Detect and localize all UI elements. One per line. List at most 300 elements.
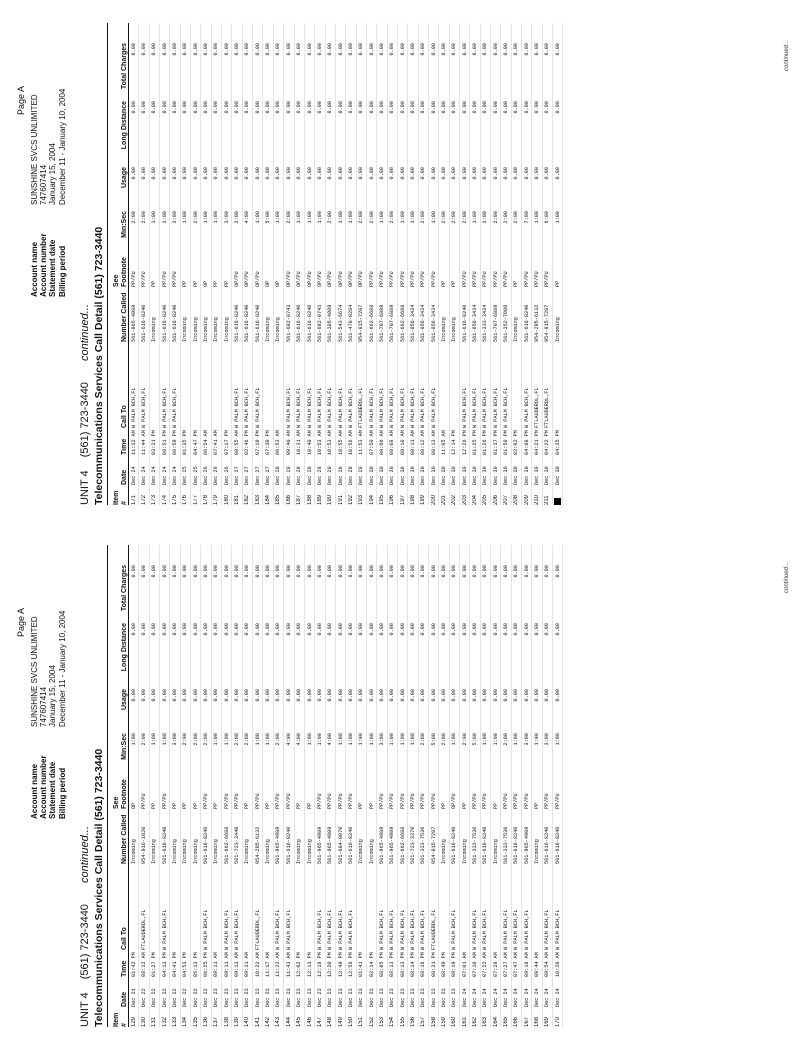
call-to: W PALM BCH,FL	[378, 909, 385, 950]
min-sec: 2:00	[451, 211, 458, 224]
number-called: 561-616-8240	[296, 304, 303, 342]
min-sec: 7:00	[523, 211, 530, 224]
usage: 0.00	[544, 689, 551, 702]
item-number: 138	[223, 1016, 230, 1027]
call-time: 12:49 PM	[337, 952, 344, 977]
total-charges: 0.00	[503, 565, 510, 578]
long-distance: 0.00	[327, 623, 334, 636]
item-number: 180	[223, 494, 230, 505]
usage: 0.00	[316, 167, 323, 180]
call-date: Dec 28	[275, 466, 282, 485]
account-value: January 15, 2004	[48, 665, 58, 727]
total-charges: 0.00	[244, 565, 251, 578]
call-to: W PALM BCH,FL	[316, 387, 323, 428]
call-time: 08:13 PM	[399, 952, 406, 977]
account-value: 747607414	[39, 686, 49, 727]
footnote: PP	[306, 802, 313, 809]
usage: 0.00	[513, 167, 520, 180]
long-distance: 0.00	[275, 623, 282, 636]
min-sec: 2:00	[440, 733, 447, 746]
table-row	[212, 23, 222, 505]
total-charges: 0.00	[306, 43, 313, 56]
long-distance: 0.00	[399, 101, 406, 114]
call-to: W PALM BCH,FL	[316, 909, 323, 950]
long-distance: 0.00	[430, 623, 437, 636]
item-number: 207	[503, 494, 510, 505]
min-sec: 1:00	[316, 211, 323, 224]
usage: 0.00	[223, 167, 230, 180]
continued-label: continued...	[79, 826, 91, 883]
usage: 0.00	[554, 689, 561, 702]
usage: 0.00	[492, 689, 499, 702]
call-time: 01:26 PM	[482, 430, 489, 455]
call-to: W PALM BCH,FL	[234, 387, 241, 428]
number-called: 561-856-3434	[430, 304, 437, 342]
col-call-to: Call To	[120, 927, 128, 950]
account-key: Account name	[30, 763, 39, 819]
account-value: 747607414	[39, 164, 49, 205]
footnote: OP	[130, 802, 137, 809]
long-distance: 0.00	[451, 623, 458, 636]
min-sec: 1:00	[151, 733, 158, 746]
long-distance: 0.00	[213, 101, 220, 114]
item-number: 159	[440, 1016, 447, 1027]
long-distance: 0.00	[513, 623, 520, 636]
usage: 0.00	[337, 167, 344, 180]
min-sec: 1:00	[337, 211, 344, 224]
table-row	[191, 545, 201, 1027]
table-header	[108, 23, 129, 505]
table-row	[377, 23, 387, 505]
table-row	[160, 23, 170, 505]
item-number: 137	[213, 1016, 220, 1027]
usage: 0.00	[409, 167, 416, 180]
footnote: OP/PU	[358, 271, 365, 287]
call-time: 09:54 AM	[544, 952, 551, 977]
item-number: 133	[172, 1016, 179, 1027]
table-row	[243, 545, 253, 1027]
section-title: Telecommunications Services Call Detail (561) 723-3440	[93, 748, 105, 1027]
usage: 0.00	[503, 167, 510, 180]
call-to: W PALM BCH,FL	[420, 387, 427, 428]
usage: 0.00	[492, 167, 499, 180]
total-charges: 0.00	[172, 565, 179, 578]
call-to: FTLAUDERDL,FL	[254, 909, 261, 950]
number-called: 561-616-8240	[254, 304, 261, 342]
call-date: Dec 23	[440, 988, 447, 1007]
col-number-called: Number Called	[120, 814, 128, 864]
usage: 0.00	[296, 167, 303, 180]
table-row	[315, 545, 325, 1027]
number-called: 561-616-8240	[285, 826, 292, 864]
call-time: 07:50 AM	[368, 430, 375, 455]
number-called: 954-815-7287	[430, 826, 437, 864]
call-time: 01:50 PM	[503, 430, 510, 455]
item-number: 146	[306, 1016, 313, 1027]
number-called: 561-965-4989	[275, 826, 282, 864]
call-to: W PALM BCH,FL	[513, 909, 520, 950]
call-date: Dec 30	[420, 466, 427, 485]
usage: 0.00	[451, 167, 458, 180]
usage: 0.00	[223, 689, 230, 702]
account-value: SUNSHINE SVCS UNLIMITED	[30, 94, 39, 205]
call-date: Dec 24	[461, 988, 468, 1007]
number-called: 561-543-6674	[337, 304, 344, 342]
table-row	[336, 23, 346, 505]
number-called: 561-723-3440	[234, 826, 241, 864]
table-row	[398, 23, 408, 505]
total-charges: 0.00	[192, 43, 199, 56]
number-called: Incoming	[213, 317, 220, 342]
item-number: 144	[285, 1016, 292, 1027]
usage: 0.00	[327, 167, 334, 180]
long-distance: 0.00	[265, 101, 272, 114]
footnote: PP/PU	[327, 793, 334, 809]
total-charges: 0.00	[316, 43, 323, 56]
total-charges: 0.00	[192, 565, 199, 578]
call-date: Dec 23	[296, 988, 303, 1007]
long-distance: 0.00	[285, 623, 292, 636]
call-time: 04:08 PM	[523, 430, 530, 455]
call-time: 06:25 PM	[203, 952, 210, 977]
call-time: 07:22 AM	[482, 952, 489, 977]
table-row	[501, 545, 511, 1027]
footnote: PP/PU	[430, 271, 437, 287]
item-number: 155	[399, 1016, 406, 1027]
usage: 0.00	[368, 689, 375, 702]
item-number: 172	[141, 494, 148, 505]
total-charges: 0.00	[234, 43, 241, 56]
number-called: 561-616-8240	[244, 304, 251, 342]
total-charges: 0.00	[389, 43, 396, 56]
item-number: 190	[327, 494, 334, 505]
long-distance: 0.00	[223, 623, 230, 636]
long-distance: 0.00	[234, 623, 241, 636]
usage: 0.00	[523, 167, 530, 180]
total-charges: 0.00	[347, 565, 354, 578]
min-sec: 3:00	[223, 211, 230, 224]
call-to: W PALM BCH,FL	[482, 387, 489, 428]
call-time: 04:22 PM	[544, 430, 551, 455]
min-sec: 2:00	[234, 733, 241, 746]
long-distance: 0.00	[254, 623, 261, 636]
continued-label: continued...	[79, 304, 91, 361]
account-key: Billing period	[57, 767, 67, 819]
table-row	[295, 545, 305, 1027]
call-to: W PALM BCH,FL	[327, 387, 334, 428]
footnote: PP	[513, 280, 520, 287]
min-sec: 2:00	[244, 733, 251, 746]
min-sec: 1:00	[389, 733, 396, 746]
call-time: 09:11 AM	[213, 952, 220, 977]
call-time: 02:46 PM	[244, 430, 251, 455]
total-charges: 0.00	[472, 565, 479, 578]
long-distance: 0.00	[378, 623, 385, 636]
table-row	[398, 545, 408, 1027]
footnote: PP/PU	[503, 793, 510, 809]
usage: 0.00	[151, 167, 158, 180]
usage: 0.00	[389, 689, 396, 702]
long-distance: 0.00	[554, 623, 561, 636]
col-minsec: Min:Sec	[120, 211, 128, 238]
call-time: 06:53 AM	[275, 430, 282, 455]
call-date: Dec 22	[192, 988, 199, 1007]
min-sec: 1:00	[151, 211, 158, 224]
number-called: Incoming	[182, 839, 189, 864]
min-sec: 1:00	[213, 733, 220, 746]
table-row	[160, 545, 170, 1027]
item-number: 156	[409, 1016, 416, 1027]
min-sec: 1:00	[337, 733, 344, 746]
footnote: PP/PU	[172, 271, 179, 287]
total-charges: 0.00	[534, 565, 541, 578]
account-key: Account name	[30, 241, 39, 297]
call-date: Dec 23	[213, 988, 220, 1007]
call-time: 07:30 PM	[265, 430, 272, 455]
number-called: 561-616-8240	[347, 826, 354, 864]
call-date: Dec 23	[378, 988, 385, 1007]
long-distance: 0.00	[285, 101, 292, 114]
min-sec: 5:00	[430, 733, 437, 746]
call-date: Dec 27	[234, 466, 241, 485]
total-charges: 0.00	[451, 43, 458, 56]
call-time: 08:49 PM	[440, 952, 447, 977]
long-distance: 0.00	[192, 623, 199, 636]
table-row	[460, 545, 470, 1027]
table-row	[543, 23, 553, 505]
total-charges: 0.00	[482, 43, 489, 56]
min-sec: 4:00	[327, 733, 334, 746]
item-number: 174	[161, 494, 168, 505]
call-date: Dec 24	[554, 988, 561, 1007]
long-distance: 0.00	[409, 623, 416, 636]
call-to: W PALM BCH,FL	[482, 909, 489, 950]
footnote: PP/PU	[523, 271, 530, 287]
min-sec: 1:00	[492, 733, 499, 746]
usage: 0.00	[534, 167, 541, 180]
call-date: Dec 23	[420, 988, 427, 1007]
min-sec: 5:00	[472, 733, 479, 746]
min-sec: 3:00	[482, 211, 489, 224]
total-charges: 0.00	[254, 43, 261, 56]
item-number: 142	[265, 1016, 272, 1027]
min-sec: 1:00	[513, 733, 520, 746]
call-to: W PALM BCH,FL	[420, 909, 427, 950]
col-date: Date	[120, 469, 128, 485]
number-called: 561-616-8240	[203, 826, 210, 864]
table-row	[346, 545, 356, 1027]
call-date: Dec 24	[503, 988, 510, 1007]
call-time: 11:05 AM	[440, 430, 447, 455]
table-row	[408, 545, 418, 1027]
usage: 0.00	[234, 167, 241, 180]
number-called: 561-385-4989	[327, 304, 334, 342]
total-charges: 0.00	[399, 565, 406, 578]
call-to: W PALM BCH,FL	[337, 909, 344, 950]
min-sec: 1:00	[213, 211, 220, 224]
call-date: Dec 24	[544, 988, 551, 1007]
min-sec: 1:00	[347, 733, 354, 746]
call-time: 08:16 PM	[420, 952, 427, 977]
call-date: Dec 28	[306, 466, 313, 485]
item-number: 139	[234, 1016, 241, 1027]
min-sec: 2:00	[389, 211, 396, 224]
min-sec: 1:00	[409, 733, 416, 746]
item-number: 168	[534, 1016, 541, 1027]
table-row	[532, 23, 542, 505]
footnote: PP/PU	[492, 271, 499, 287]
min-sec: 1:00	[554, 733, 561, 746]
footnote: PP/PU	[409, 793, 416, 809]
item-number: 181	[234, 494, 241, 505]
call-date: Dec 24	[482, 988, 489, 1007]
long-distance: 0.00	[554, 101, 561, 114]
min-sec: 5:00	[265, 211, 272, 224]
long-distance: 0.00	[161, 101, 168, 114]
usage: 0.00	[285, 167, 292, 180]
footnote: PP/PU	[399, 271, 406, 287]
min-sec: 1:00	[399, 211, 406, 224]
total-charges: 0.00	[213, 565, 220, 578]
long-distance: 0.00	[534, 623, 541, 636]
table-row	[336, 545, 346, 1027]
long-distance: 0.00	[358, 101, 365, 114]
total-charges: 0.00	[420, 43, 427, 56]
min-sec: 1:00	[316, 733, 323, 746]
usage: 0.00	[234, 689, 241, 702]
number-called: Incoming	[192, 839, 199, 864]
call-time: 08:11 AM	[409, 430, 416, 455]
table-row	[170, 545, 180, 1027]
min-sec: 2:00	[420, 211, 427, 224]
footnote: PP/PU	[141, 271, 148, 287]
call-date: Dec 30	[389, 466, 396, 485]
account-value: SUNSHINE SVCS UNLIMITED	[30, 616, 39, 727]
col-time: Time	[120, 960, 128, 977]
call-date: Dec 30	[409, 466, 416, 485]
call-to: W PALM BCH,FL	[409, 387, 416, 428]
number-called: 561-965-4989	[327, 826, 334, 864]
min-sec: 1:00	[378, 211, 385, 224]
call-time: 01:42 PM	[130, 952, 137, 977]
number-called: 561-856-3434	[420, 304, 427, 342]
number-called: 561-616-8240	[234, 304, 241, 342]
continued-footer: continued...	[784, 561, 790, 593]
call-date: Dec 23	[430, 988, 437, 1007]
call-date: Dec 30	[513, 466, 520, 485]
call-time: 08:05 PM	[378, 952, 385, 977]
table-row	[491, 545, 501, 1027]
call-date: Dec 28	[296, 466, 303, 485]
footnote: OP/PU	[316, 271, 323, 287]
call-time: 10:31 AM	[296, 430, 303, 455]
long-distance: 0.00	[358, 623, 365, 636]
number-called: 561-965-4989	[523, 826, 530, 864]
usage: 0.00	[203, 167, 210, 180]
min-sec: 1:00	[472, 211, 479, 224]
min-sec: 1:00	[534, 211, 541, 224]
footnote: PP/PU	[161, 271, 168, 287]
call-time: 01:35 PM	[182, 430, 189, 455]
long-distance: 0.00	[523, 623, 530, 636]
long-distance: 0.00	[244, 623, 251, 636]
long-distance: 0.00	[482, 101, 489, 114]
total-charges: 0.00	[306, 565, 313, 578]
usage: 0.00	[472, 689, 479, 702]
call-time: 07:17 PM	[223, 430, 230, 455]
item-number: 206	[492, 494, 499, 505]
usage: 0.00	[399, 689, 406, 702]
footnote: PP	[192, 802, 199, 809]
long-distance: 0.00	[130, 623, 137, 636]
usage: 0.00	[482, 167, 489, 180]
usage: 0.00	[172, 167, 179, 180]
item-number: 132	[161, 1016, 168, 1027]
usage: 0.00	[306, 167, 313, 180]
table-row	[481, 23, 491, 505]
call-date: Dec 23	[254, 988, 261, 1007]
total-charges: 0.00	[254, 565, 261, 578]
call-time: 08:55 AM	[234, 430, 241, 455]
call-date: Dec 30	[399, 466, 406, 485]
call-to: W PALM BCH,FL	[161, 387, 168, 428]
table-row	[201, 23, 211, 505]
call-to: W PALM BCH,FL	[368, 387, 375, 428]
call-time: 01:27 PM	[151, 952, 158, 977]
call-time: 12:02 PM	[296, 952, 303, 977]
call-date: Dec 23	[451, 988, 458, 1007]
table-row	[450, 545, 460, 1027]
number-called: Incoming	[296, 839, 303, 864]
call-time: 01:41 PM	[358, 952, 365, 977]
table-row	[253, 545, 263, 1027]
footnote: PP/PU	[254, 793, 261, 809]
item-number: 197	[399, 494, 406, 505]
usage: 0.00	[265, 689, 272, 702]
footnote: OP	[275, 280, 282, 287]
call-to: FTLAUDERDL,FL	[430, 909, 437, 950]
account-key: Account number	[39, 233, 49, 297]
long-distance: 0.00	[461, 101, 468, 114]
item-number: 141	[254, 1016, 261, 1027]
table-row	[439, 545, 449, 1027]
footnote: OP	[265, 280, 272, 287]
usage: 0.00	[151, 689, 158, 702]
call-date: Dec 30	[430, 466, 437, 485]
number-called: 561-616-8240	[161, 826, 168, 864]
call-to: W PALM BCH,FL	[337, 387, 344, 428]
long-distance: 0.00	[544, 101, 551, 114]
total-charges: 0.00	[409, 565, 416, 578]
call-time: 12:13 PM	[306, 952, 313, 977]
call-date: Dec 23	[306, 988, 313, 1007]
total-charges: 0.00	[399, 43, 406, 56]
item-number: 158	[430, 1016, 437, 1027]
total-charges: 0.00	[347, 43, 354, 56]
call-to: W PALM BCH,FL	[399, 387, 406, 428]
call-time: 12:14 PM	[451, 430, 458, 455]
call-time: 01:25 PM	[472, 430, 479, 455]
item-number: 211	[544, 495, 551, 505]
table-row	[512, 23, 522, 505]
table-row	[129, 23, 139, 505]
footnote: PP/PU	[482, 271, 489, 287]
table-row	[201, 545, 211, 1027]
total-charges: 0.00	[472, 43, 479, 56]
footnote: OP	[203, 280, 210, 287]
call-time: 05:13 PM	[192, 952, 199, 977]
item-number: 165	[503, 1016, 510, 1027]
